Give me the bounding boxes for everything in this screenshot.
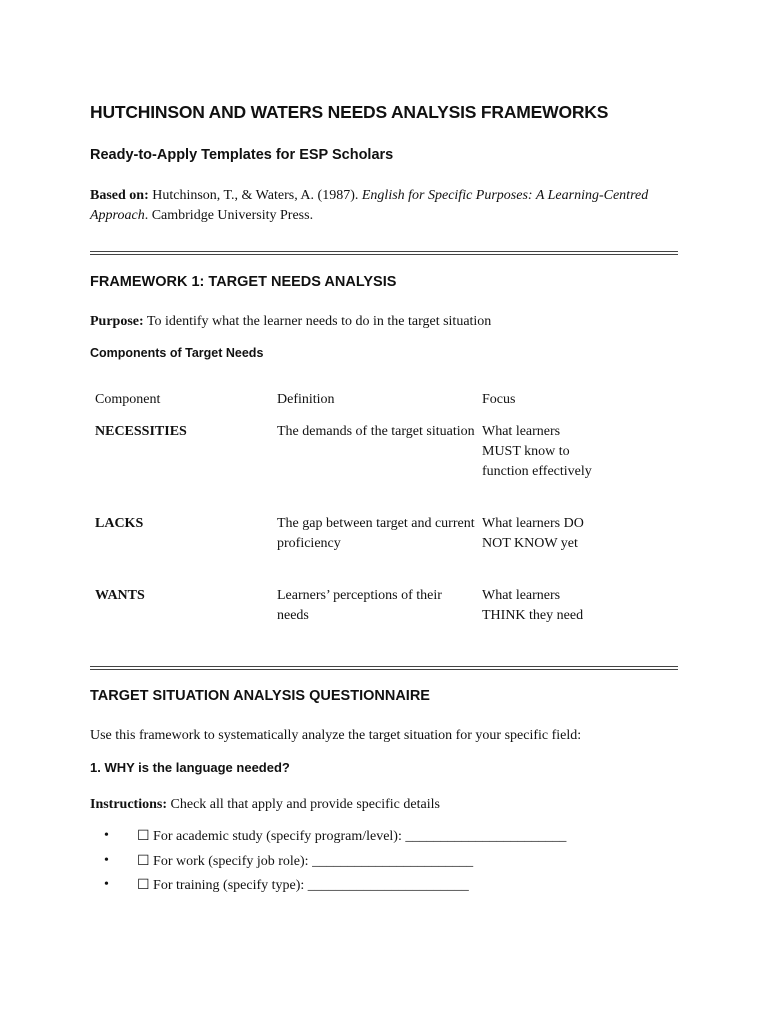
component-cell: NECESSITIES (95, 424, 187, 439)
table-row (90, 586, 592, 658)
table-header-cell: Component (95, 392, 161, 407)
section-divider (90, 251, 678, 255)
document-title: HUTCHINSON AND WATERS NEEDS ANALYSIS FRAMEWORKS (90, 102, 609, 122)
table-row (90, 514, 592, 586)
table-row (90, 422, 592, 514)
document-subtitle: Ready-to-Apply Templates for ESP Scholars (90, 147, 394, 163)
section-divider (90, 666, 678, 670)
purpose-text: To identify what the learner needs to do in the target situation (146, 314, 492, 329)
citation-publisher: . Cambridge University Press. (144, 208, 314, 223)
focus-cell: What learners MUST know to function effectively (482, 424, 592, 479)
instructions-line (90, 797, 440, 813)
instructions-label: Instructions: (90, 797, 168, 812)
bullet-icon: • (104, 877, 109, 892)
list-item[interactable] (90, 877, 566, 902)
citation (90, 186, 678, 226)
citation-label: Based on: (90, 188, 149, 203)
questionnaire-title: TARGET SITUATION ANALYSIS QUESTIONNAIRE (90, 688, 430, 704)
citation-book-title: English for Specific Purposes: A Learning-Centred Approach (90, 188, 649, 223)
options-list (90, 828, 566, 902)
components-table (90, 388, 592, 658)
option-text: ☐ For work (specify job role): _______________________ (137, 853, 474, 869)
focus-cell: What learners THINK they need (482, 588, 584, 623)
component-cell: WANTS (95, 588, 145, 603)
framework1-title: FRAMEWORK 1: TARGET NEEDS ANALYSIS (90, 274, 397, 290)
instructions-text: Check all that apply and provide specific details (170, 797, 440, 812)
bullet-icon: • (104, 852, 109, 868)
citation-authors: Hutchinson, T., & Waters, A. (1987). (152, 188, 359, 203)
table-header-cell: Focus (482, 392, 516, 407)
focus-cell: What learners DO NOT KNOW yet (482, 516, 584, 551)
table-header-row (90, 388, 592, 422)
definition-cell: The gap between target and current proficiency (277, 516, 475, 551)
list-item[interactable] (90, 828, 566, 853)
option-text: ☐ For academic study (specify program/level): _______________________ (137, 829, 567, 844)
question-1: 1. WHY is the language needed? (90, 760, 290, 775)
option-text: ☐ For training (specify type): _______________________ (137, 878, 469, 893)
components-heading: Components of Target Needs (90, 346, 264, 360)
table-header-cell: Definition (277, 392, 335, 407)
purpose-label: Purpose: (90, 314, 144, 329)
questionnaire-intro: Use this framework to systematically analyze the target situation for your specific field: (90, 728, 582, 743)
component-cell: LACKS (95, 516, 144, 531)
definition-cell: Learners’ perceptions of their needs (277, 588, 442, 623)
bullet-icon: • (104, 828, 109, 843)
list-item[interactable] (90, 853, 566, 878)
purpose-line (90, 314, 491, 330)
definition-cell: The demands of the target situation (277, 424, 475, 439)
